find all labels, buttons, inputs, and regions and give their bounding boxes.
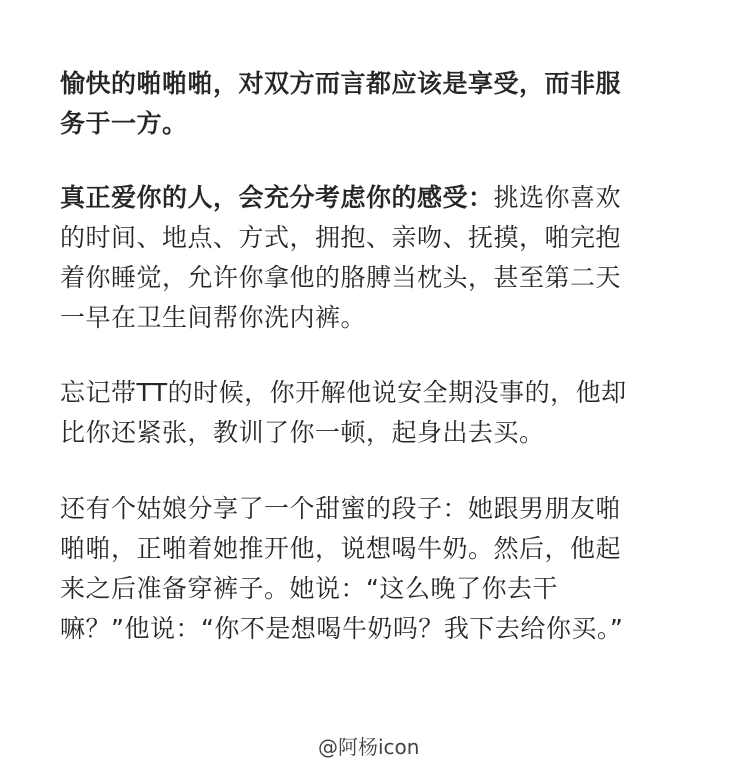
weibo-watermark: @阿杨icon bbox=[318, 735, 420, 759]
text-line: 还有个姑娘分享了一个甜蜜的段子：她跟男朋友啪 bbox=[60, 494, 622, 523]
paragraph-intro bbox=[60, 64, 700, 144]
bold-lead-text: 真正爱你的人，会充分考虑你的感受： bbox=[60, 183, 494, 212]
paragraph-true-love bbox=[60, 178, 700, 338]
text-line: 嘛？”他说：“你不是想喝牛奶吗？我下去给你买。” bbox=[60, 614, 624, 643]
text-fragment: 挑选你喜欢 bbox=[493, 183, 622, 212]
paragraph-sweet-story bbox=[60, 489, 700, 649]
article-body bbox=[60, 64, 700, 649]
text-line: 一早在卫生间帮你洗内裤。 bbox=[60, 303, 367, 332]
text-line: 忘记带TT的时候，你开解他说安全期没事的，他却 bbox=[60, 378, 627, 407]
text-line: 啪啪，正啪着她推开他，说想喝牛奶。然后，他起 bbox=[60, 534, 622, 563]
text-line: 务于一方。 bbox=[60, 109, 188, 138]
paragraph-forgot-tt bbox=[60, 373, 700, 453]
text-line: 愉快的啪啪啪，对双方而言都应该是享受，而非服 bbox=[60, 69, 622, 98]
text-line: 的时间、地点、方式，拥抱、亲吻、抚摸，啪完抱 bbox=[60, 223, 622, 252]
text-line bbox=[60, 178, 700, 218]
text-line: 着你睡觉，允许你拿他的胳膊当枕头，甚至第二天 bbox=[60, 263, 622, 292]
text-line: 比你还紧张，教训了你一顿，起身出去买。 bbox=[60, 418, 545, 447]
text-line: 来之后准备穿裤子。她说：“这么晚了你去干 bbox=[60, 574, 558, 603]
